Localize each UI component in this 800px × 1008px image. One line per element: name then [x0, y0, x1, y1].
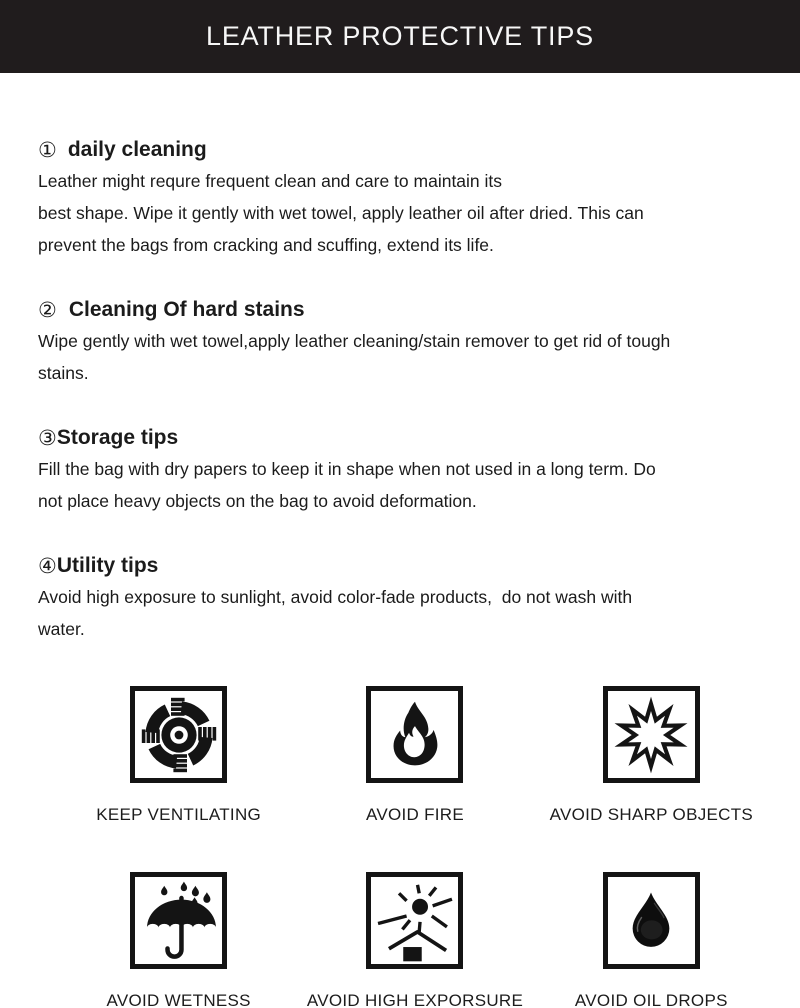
circled-number-2: ②: [38, 298, 57, 322]
body-line: prevent the bags from cracking and scuffing, extend its life.: [38, 235, 494, 255]
warning-icons-row-2: [38, 872, 762, 1008]
icon-cell-keep-ventilating: [68, 686, 289, 826]
warning-icons-row-1: [38, 686, 762, 826]
section-heading: [38, 551, 762, 581]
icon-cell-avoid-wetness: [68, 872, 289, 1008]
starburst-icon: [603, 686, 700, 783]
icon-cell-avoid-oil-drops: [541, 872, 762, 1008]
section-hard-stains: [38, 295, 762, 389]
flame-icon: [366, 686, 463, 783]
umbrella-rain-icon: [130, 872, 227, 969]
sun-house-icon: [366, 872, 463, 969]
body-line: Fill the bag with dry papers to keep it in shape when not used in a long term. Do: [38, 459, 656, 479]
section-daily-cleaning: [38, 135, 762, 261]
body-line: best shape. Wipe it gently with wet towel, apply leather oil after dried. This can: [38, 203, 644, 223]
body-line: water.: [38, 619, 85, 639]
icon-cell-avoid-sharp-objects: [541, 686, 762, 826]
section-heading: [38, 135, 762, 165]
fan-icon: [130, 686, 227, 783]
body-line: Wipe gently with wet towel,apply leather cleaning/stain remover to get rid of tough: [38, 331, 671, 351]
body-line: Leather might requre frequent clean and care to maintain its: [38, 171, 503, 191]
section-heading: [38, 295, 762, 325]
icon-label: AVOID HIGH EXPORSURE: [306, 991, 524, 1008]
body-line: not place heavy objects on the bag to avoid deformation.: [38, 491, 477, 511]
section-title: Utility tips: [56, 554, 159, 577]
icon-cell-avoid-fire: [304, 686, 525, 826]
section-storage-tips: [38, 423, 762, 517]
icon-cell-avoid-high-exposure: [304, 872, 525, 1008]
icon-label: AVOID SHARP OBJECTS: [549, 805, 754, 824]
circled-number-1: ①: [38, 138, 57, 162]
icon-label: AVOID OIL DROPS: [574, 991, 728, 1008]
body-line: stains.: [38, 363, 89, 383]
page-header: [0, 0, 800, 73]
section-title: daily cleaning: [67, 138, 207, 161]
icon-label: AVOID FIRE: [365, 805, 465, 824]
section-title: Cleaning Of hard stains: [68, 298, 305, 321]
section-heading: [38, 423, 762, 453]
icon-label: AVOID WETNESS: [106, 991, 251, 1008]
body-line: Avoid high exposure to sunlight, avoid color-fade products, do not wash with: [38, 587, 633, 607]
oil-drop-icon: [603, 872, 700, 969]
section-utility-tips: [38, 551, 762, 645]
circled-number-4: ④: [38, 554, 57, 578]
page-title: LEATHER PROTECTIVE TIPS: [206, 21, 594, 51]
icon-label: KEEP VENTILATING: [96, 805, 262, 824]
section-title: Storage tips: [56, 426, 179, 449]
tips-content: [0, 135, 800, 1008]
circled-number-3: ③: [38, 426, 57, 450]
